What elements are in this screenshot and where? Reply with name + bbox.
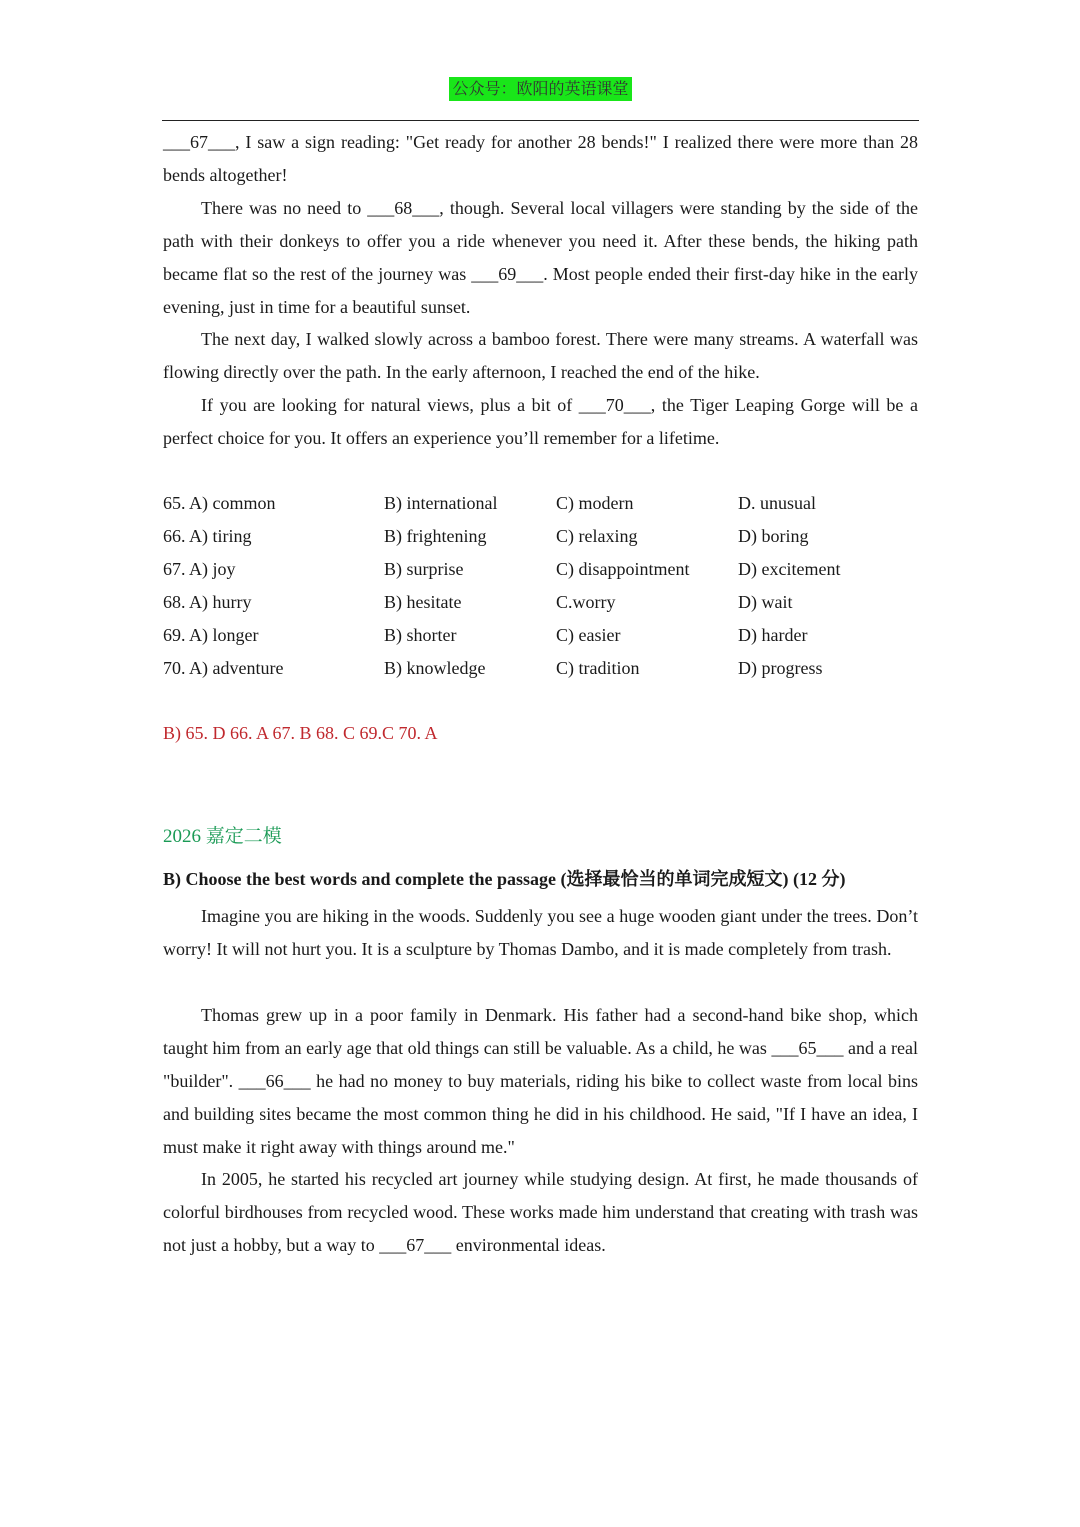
option-67-c: C) disappointment bbox=[556, 559, 690, 579]
passage-a-paragraph-2: There was no need to ___68___, though. Several local villagers were standing by the side of the path with their donkeys to offer you a ride whenever you need it. After these bends, the hiking path became flat so the rest of the journey was ___69___. Most people ended their first-day hike in the early evening, just in time for a beautiful sunset. bbox=[163, 198, 918, 317]
passage-a-paragraph-3: The next day, I walked slowly across a bamboo forest. There were many streams. A waterfall was flowing directly over the path. In the early afternoon, I reached the end of the hike. bbox=[163, 329, 918, 382]
option-row-65 bbox=[163, 487, 923, 520]
option-66-c: C) relaxing bbox=[556, 526, 638, 546]
option-row-66 bbox=[163, 520, 923, 553]
passage-b-paragraph-3: In 2005, he started his recycled art journey while studying design. At first, he made thousands of colorful birdhouses from recycled wood. These works made him understand that creating with trash was not just a hobby, but a way to ___67___ environmental ideas. bbox=[163, 1169, 918, 1255]
option-row-69 bbox=[163, 619, 923, 652]
option-65-c: C) modern bbox=[556, 493, 634, 513]
option-row-67 bbox=[163, 553, 923, 586]
answer-key: B) 65. D 66. A 67. B 68. C 69.C 70. A bbox=[163, 723, 438, 743]
option-68-c: C.worry bbox=[556, 592, 616, 612]
option-68-d: D) wait bbox=[738, 592, 793, 612]
passage-a-paragraph-4: If you are looking for natural views, plus a bit of ___70___, the Tiger Leaping Gorge will be a perfect choice for you. It offers an experience you’ll remember for a lifetime. bbox=[163, 395, 918, 448]
option-66-b: B) frightening bbox=[384, 526, 487, 546]
passage-a-paragraph-1: ___67___, I saw a sign reading: "Get ready for another 28 bends!" I realized there were more than 28 bends altogether! bbox=[163, 132, 918, 185]
option-70-d: D) progress bbox=[738, 658, 823, 678]
section-source-tag: 2026 嘉定二模 bbox=[163, 826, 282, 847]
option-70-a: 70. A) adventure bbox=[163, 658, 284, 678]
option-69-d: D) harder bbox=[738, 625, 808, 645]
option-66-a: 66. A) tiring bbox=[163, 526, 252, 546]
option-row-68 bbox=[163, 586, 923, 619]
option-68-a: 68. A) hurry bbox=[163, 592, 252, 612]
option-67-d: D) excitement bbox=[738, 559, 841, 579]
option-70-c: C) tradition bbox=[556, 658, 640, 678]
section-title: B) Choose the best words and complete the passage (选择最恰当的单词完成短文) (12 分) bbox=[163, 869, 846, 889]
option-67-b: B) surprise bbox=[384, 559, 464, 579]
option-69-c: C) easier bbox=[556, 625, 621, 645]
option-68-b: B) hesitate bbox=[384, 592, 462, 612]
header-badge: 公众号：欧阳的英语课堂 bbox=[449, 77, 632, 101]
option-66-d: D) boring bbox=[738, 526, 809, 546]
header-divider bbox=[162, 120, 919, 121]
option-row-70 bbox=[163, 652, 923, 685]
option-69-b: B) shorter bbox=[384, 625, 457, 645]
option-70-b: B) knowledge bbox=[384, 658, 486, 678]
option-65-a: 65. A) common bbox=[163, 493, 276, 513]
options-table bbox=[163, 487, 923, 685]
option-69-a: 69. A) longer bbox=[163, 625, 259, 645]
option-65-b: B) international bbox=[384, 493, 498, 513]
passage-b-paragraph-2: Thomas grew up in a poor family in Denmark. His father had a second-hand bike shop, which taught him from an early age that old things can still be valuable. As a child, he was ___65___ and a real "builder". ___66___ he had no money to buy materials, riding his bike to collect waste from local bins and building sites became the most common thing he did in his childhood. He said, "If I have an idea, I must make it right away with things around me." bbox=[163, 1005, 918, 1157]
option-67-a: 67. A) joy bbox=[163, 559, 236, 579]
passage-b-paragraph-1: Imagine you are hiking in the woods. Suddenly you see a huge wooden giant under the trees. Don’t worry! It will not hurt you. It is a sculpture by Thomas Dambo, and it is made completely from trash. bbox=[163, 906, 918, 959]
option-65-d: D. unusual bbox=[738, 493, 816, 513]
